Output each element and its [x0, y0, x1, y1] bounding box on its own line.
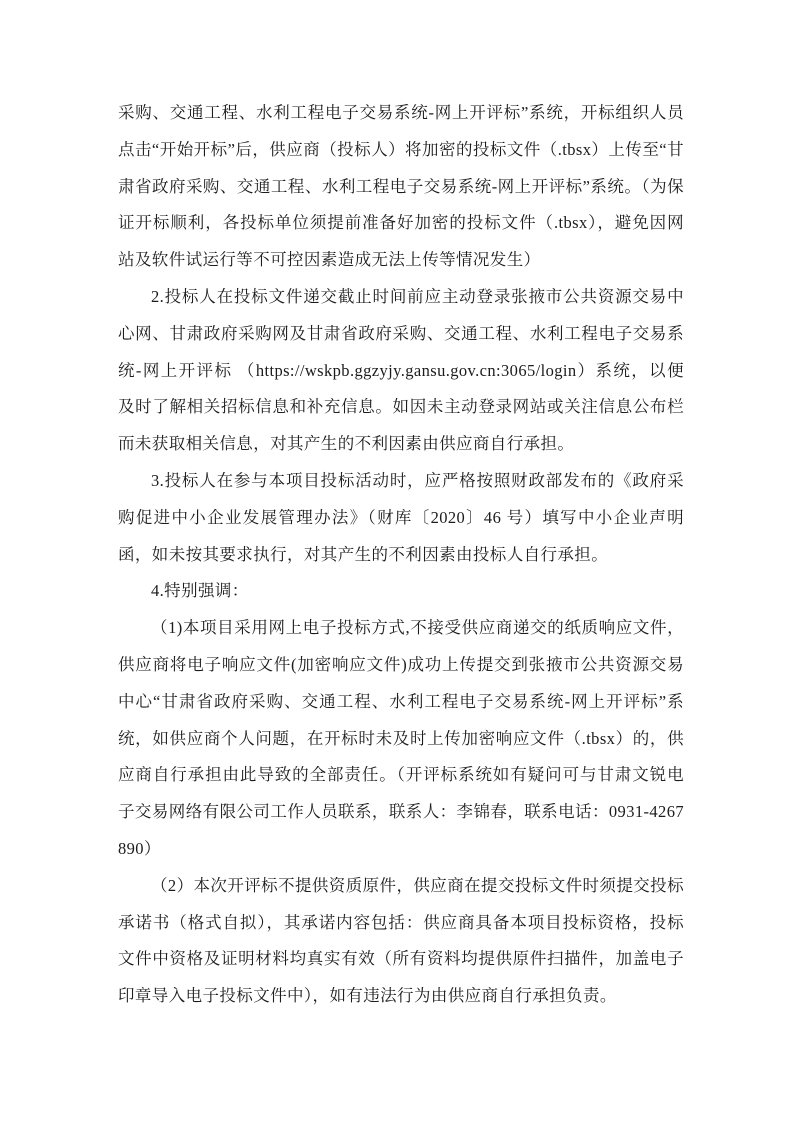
- document-body: [118, 95, 684, 1015]
- paragraph-item-4-sub-2: （2）本次开评标不提供资质原件，供应商在提交投标文件时须提交投标承诺书（格式自拟），其承诺内容包括：供应商具备本项目投标资格，投标文件中资格及证明材料均真实有效（所有资料均提供原件扫描件，加盖电子印章导入电子投标文件中），如有违法行为由供应商自行承担负责。: [118, 875, 684, 1006]
- paragraph-item-4-sub-1: （1)本项目采用网上电子投标方式,不接受供应商递交的纸质响应文件，供应商将电子响应文件(加密响应文件)成功上传提交到张掖市公共资源交易中心“甘肃省政府采购、交通工程、水利工程电子交易系统-网上开评标”系统，如供应商个人问题，在开标时未及时上传加密响应文件（.tbsx）的，供应商自行承担由此导致的全部责任。（开评标系统如有疑问可与甘肃文锐电子交易网络有限公司工作人员联系，联系人：李锦春，联系电话：0931-4267890）: [118, 618, 684, 858]
- paragraph-item-4-heading: 4.特别强调：: [151, 581, 249, 601]
- paragraph-continuation: 采购、交通工程、水利工程电子交易系统-网上开评标”系统，开标组织人员点击“开始开标”后，供应商（投标人）将加密的投标文件（.tbsx）上传至“甘肃省政府采购、交通工程、水利工程电子交易系统-网上开评标”系统。（为保证开标顺利，各投标单位须提前准备好加密的投标文件（.tbsx），避免因网站及软件试运行等不可控因素造成无法上传等情况发生）: [118, 103, 684, 270]
- paragraph-item-3: 3.投标人在参与本项目投标活动时，应严格按照财政部发布的《政府采购促进中小企业发展管理办法》（财库〔2020〕46 号）填写中小企业声明函，如未按其要求执行，对其产生的不利因素由投标人自行承担。: [118, 470, 684, 564]
- paragraph-item-2: 2.投标人在投标文件递交截止时间前应主动登录张掖市公共资源交易中心网、甘肃政府采购网及甘肃省政府采购、交通工程、水利工程电子交易系统-网上开评标 （https://wskpb.ggzyjy.gansu.gov.cn:3065/login）系统，以便及时了解相关招标信息和补充信息。如因未主动登录网站或关注信息公布栏而未获取相关信息，对其产生的不利因素由供应商自行承担。: [118, 286, 684, 454]
